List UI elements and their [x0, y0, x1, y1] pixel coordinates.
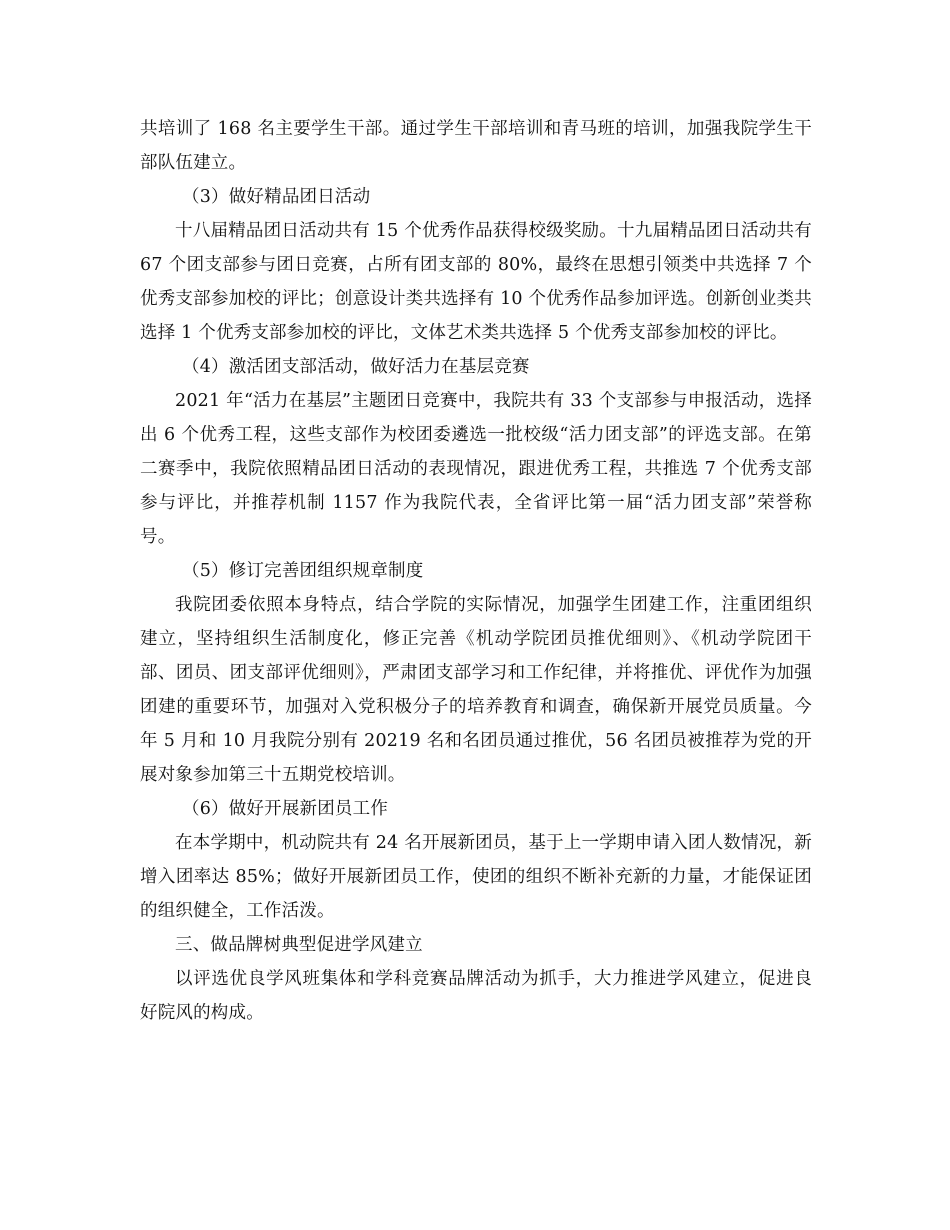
- section-heading-part-three: 三、做品牌树典型促进学风建立: [175, 935, 423, 955]
- paragraph-vitality-competition: 2021 年“活力在基层”主题团日竞赛中，我院共有 33 个支部参与申报活动，选择出 6 个优秀工程，这些支部作为校团委遴选一批校级“活力团支部”的评选支部。在第二赛季中，我院依照精品团日活动的表现情况，跟进优秀工程，共推选 7 个优秀支部参与评比，并推荐机制 1157 作为我院代表，全省评比第一届“活力团支部”荣誉称号。: [140, 391, 812, 547]
- section-heading-4: （4）激活团支部活动，做好活力在基层竞赛: [182, 357, 530, 377]
- paragraph-continuation: 共培训了 168 名主要学生干部。通过学生干部培训和青马班的培训，加强我院学生干部队伍建立。: [140, 119, 812, 173]
- section-heading-6: （6）做好开展新团员工作: [182, 799, 389, 819]
- paragraph-new-members: 在本学期中，机动院共有 24 名开展新团员，基于上一学期申请入团人数情况，新增入团率达 85%；做好开展新团员工作，使团的组织不断补充新的力量，才能保证团的组织健全，工作活泼。: [140, 833, 812, 921]
- section-heading-3: （3）做好精品团日活动: [182, 187, 371, 207]
- paragraph-team-day-activities: 十八届精品团日活动共有 15 个优秀作品获得校级奖励。十九届精品团日活动共有 67 个团支部参与团日竞赛，占所有团支部的 80%，最终在思想引领类中共选择 7 个优秀支部参加校的评比；创意设计类共选择有 10 个优秀作品参加评选。创新创业类共选择 1 个优秀支部参加校的评比，文体艺术类共选择 5 个优秀支部参加校的评比。: [140, 221, 812, 343]
- paragraph-study-style: 以评选优良学风班集体和学科竞赛品牌活动为抓手，大力推进学风建立，促进良好院风的构成。: [140, 969, 812, 1023]
- section-heading-5: （5）修订完善团组织规章制度: [182, 561, 424, 581]
- document-body: [140, 112, 812, 1030]
- paragraph-regulations: 我院团委依照本身特点，结合学院的实际情况，加强学生团建工作，注重团组织建立，坚持组织生活制度化，修正完善《机动学院团员推优细则》、《机动学院团干部、团员、团支部评优细则》，严肃团支部学习和工作纪律，并将推优、评优作为加强团建的重要环节，加强对入党积极分子的培养教育和调查，确保新开展党员质量。今年 5 月和 10 月我院分别有 20219 名和名团员通过推优，56 名团员被推荐为党的开展对象参加第三十五期党校培训。: [140, 595, 812, 785]
